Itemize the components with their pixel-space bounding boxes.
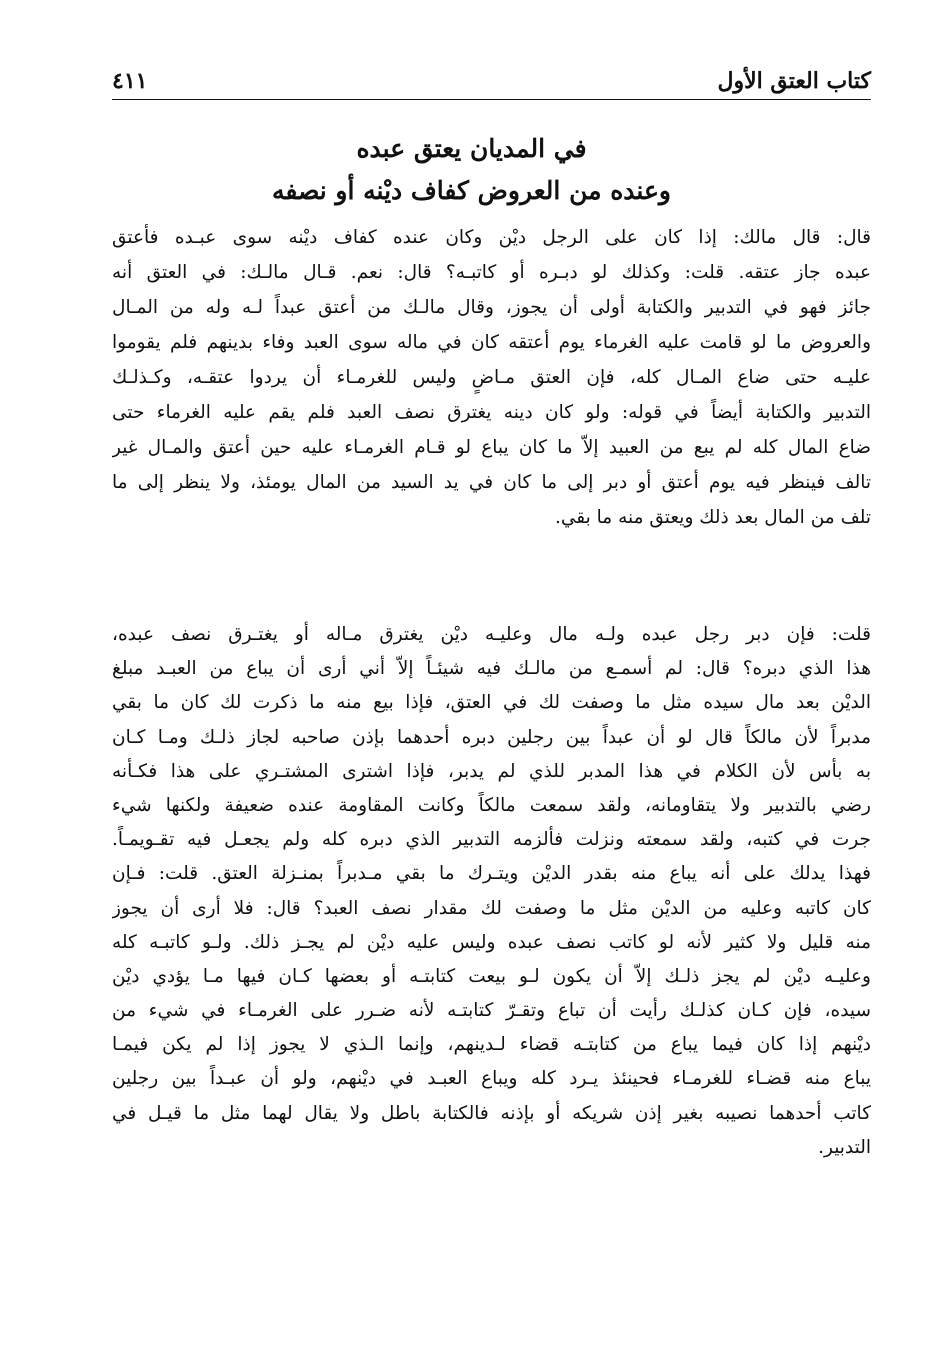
running-header xyxy=(112,66,871,100)
text-line: منه قليل ولا كثير لأنه لو كاتب نصف عبده وليس عليه ديْن لم يجـز ذلك. ولـو كاتبـه كله xyxy=(112,931,871,953)
chapter-heading xyxy=(100,128,843,212)
text-line: كان كاتبه وعليه من الديْن مثل ما وصفت لك مقدار نصف العبد؟ قال: فلا أرى أن يجوز xyxy=(112,897,871,919)
text-line: قال: قال مالك: إذا كان على الرجل ديْن وكان عنده كفاف ديْنه سوى عبـده فأعتق xyxy=(112,227,871,248)
text-line: عبده جاز عتقه. قلت: وكذلك لو دبـره أو كاتبـه؟ قال: نعم. قـال مالـك: في العتق أنه xyxy=(112,262,871,283)
text-line: والعروض ما لو قامت عليه الغرماء يوم أعتقه كان في ماله سوى العبد وفاء بدينهم فلم يقوموا xyxy=(112,332,871,353)
text-line: مدبراً لأن مالكاً قال لو أن عبداً بين رجلين دبره أحدهما بإذن صاحبه لجاز ذلـك ومـا كـان xyxy=(112,726,871,748)
text-line: ديْنهم إذا كان فيما يباع من كتابتـه قضاء لـدينهم، وإنما الـذي لا يجوز إذا لم يكن فيمـا xyxy=(112,1034,871,1056)
header-rule xyxy=(112,99,871,100)
text-line: يباع منه قضـاء للغرمـاء فحينئذ يـرد كله ويباع العبـد في ديْنهم، ولو أن عبـداً بين رجلين xyxy=(112,1068,871,1090)
text-line: الديْن بعد مال سيده مثل ما وصفت لك في العتق، فإذا بيع منه ما ذكرت لك كان ما بقي xyxy=(112,692,871,714)
text-line: عليـه حتى ضاع المـال كله، فإن العتق مـاضٍ وليس للغرمـاء أن يردوا عتقـه، وكـذلـك xyxy=(112,367,871,388)
text-line: جائز فهو في التدبير والكتابة أولى أن يجوز، وقال مالـك من أعتق عبداً لـه وله من المـال xyxy=(112,297,871,318)
text-line: تلف من المال بعد ذلك ويعتق منه ما بقي. xyxy=(554,507,871,528)
text-line: سيده، فإن كـان كذلـك رأيت أن تباع وتقـرّ كتابتـه لأنه ضـرر على الغرمـاء في شيء من xyxy=(112,1000,871,1022)
page-number: ٤١١ xyxy=(112,68,148,94)
text-line: رضي بالتدبير ولا يتقاومانه، ولقد سمعت مالكاً وكانت المقاومة عنده ضعيفة ولكنها شيء xyxy=(112,794,871,816)
text-line: به بأس لأن الكلام في هذا المدبر للذي لم يدبر، فإذا اشترى المشتـري على هذا فكـأنه xyxy=(112,760,871,782)
text-line: جرت في كتبه، ولقد سمعته ونزلت فألزمه التدبير الذي دبره كله ولم يجعـل فيه تقـويمـاً. xyxy=(112,829,871,851)
chapter-title-line-1: في المديان يعتق عبده xyxy=(356,134,587,163)
text-line: هذا الذي دبره؟ قال: لم أسمـع من مالـك فيه شيئـاً إلاّ أني أرى أن يباع من العبـد مبلغ xyxy=(112,658,871,680)
text-line: التدبير. xyxy=(818,1136,871,1158)
paragraph-2 xyxy=(112,618,871,1165)
text-line: كاتب أحدهما نصيبه بغير إذن شريكه أو بإذنه فالكتابة باطل ولا يقال لهما مثل ما قيـل في xyxy=(112,1102,871,1124)
text-line: قلت: فإن دبر رجل عبده ولـه مال وعليـه ديْن يغترق مـاله أو يغتـرق نصف عبده، xyxy=(112,624,871,645)
text-line: فهذا يدلك على أنه يباع منه بقدر الديْن ويتـرك ما بقي مـدبراً بمنـزلة العتق. قلت: فـإن xyxy=(112,863,871,885)
chapter-title-line-2: وعنده من العروض كفاف ديْنه أو نصفه xyxy=(272,176,671,205)
text-line: ضاع المال كله لم يبع من العبيد إلاّ ما كان يباع لو قـام الغرمـاء عليه حين أعتق والمـال غير xyxy=(112,437,871,458)
text-line: وعليـه ديْن لم يجز ذلـك إلاّ أن يكون لـو بيعت كتابتـه أو بعضها كـان فيها مـا يؤدي ديْن xyxy=(112,965,871,987)
text-line: تالف فينظر فيه يوم أعتق أو دبر إلى ما كان في يد السيد من المال يومئذ، ولا ينظر إلى ما xyxy=(112,472,871,493)
book-title: كتاب العتق الأول xyxy=(717,68,871,94)
paragraph-1 xyxy=(112,220,871,535)
text-line: التدبير والكتابة أيضاً في قوله: ولو كان دينه يغترق نصف العبد فلم يقم عليه الغرماء حتى xyxy=(112,402,871,423)
